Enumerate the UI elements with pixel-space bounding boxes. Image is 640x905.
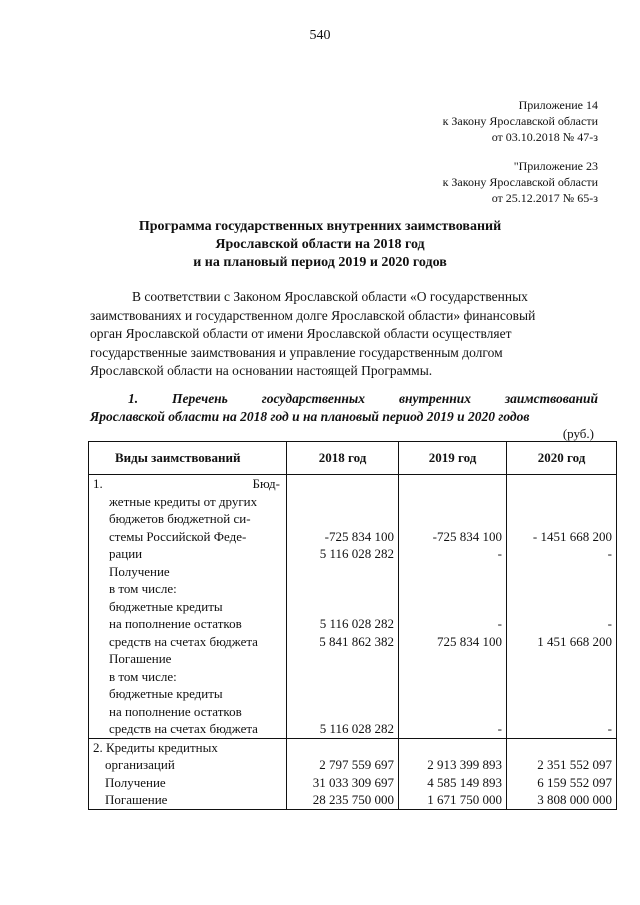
value-line <box>507 739 612 757</box>
value-line: - 1451 668 200 <box>532 528 612 544</box>
appendix-line: от 25.12.2017 № 65-з <box>491 191 598 205</box>
value-line <box>399 493 502 511</box>
value-line: - <box>607 721 612 736</box>
value-line <box>399 668 502 686</box>
value-line: - <box>497 721 502 736</box>
value-line <box>399 685 502 703</box>
borrowings-table <box>88 441 617 810</box>
page-number: 540 <box>309 28 331 43</box>
value-line: 31 033 309 697 <box>312 774 394 790</box>
row-label-line: Погашение <box>109 651 172 666</box>
value-line <box>507 685 612 703</box>
row-label-line: бюджетные кредиты <box>109 686 223 701</box>
appendix-original <box>298 158 598 206</box>
title-line: Ярославской области на 2018 год <box>215 237 425 252</box>
intro-line: орган Ярославской области от имени Ярославской области осуществляет <box>90 326 512 341</box>
row-label-line: жетные кредиты от других <box>109 493 258 509</box>
value-line: 5 116 028 282 <box>319 546 394 561</box>
row-label-cell <box>89 738 287 809</box>
value-line <box>399 580 502 598</box>
value-line <box>287 580 394 598</box>
row-label-line: средств на счетах бюджета <box>109 633 258 649</box>
appendix-line: к Закону Ярославской области <box>442 114 598 128</box>
value-cell-2019 <box>399 738 507 809</box>
title-line: и на плановый период 2019 и 2020 годов <box>193 255 447 270</box>
row-label-line: рации <box>109 546 143 561</box>
value-line: -725 834 100 <box>324 528 394 544</box>
row-label-cell <box>89 475 287 739</box>
value-line: - <box>607 546 612 561</box>
column-header-type: Виды заимствований <box>89 442 287 475</box>
row-label-line: стемы Российской Феде- <box>109 528 247 544</box>
section-heading <box>90 390 598 426</box>
value-line <box>507 598 612 616</box>
value-line: 5 841 862 382 <box>319 633 394 649</box>
value-line <box>507 650 612 668</box>
table-row-bank-credits <box>89 738 617 809</box>
value-cell-2020 <box>507 738 617 809</box>
intro-line: заимствованиях и государственном долге Ярославской области» финансовый <box>90 307 536 323</box>
value-line <box>287 598 394 616</box>
document-title <box>0 218 640 272</box>
value-line <box>287 493 394 511</box>
row-label-line: бюджетов бюджетной си- <box>109 511 251 526</box>
section-heading-line2: Ярославской области на 2018 год и на плановый период 2019 и 2020 годов <box>90 409 530 424</box>
value-cell-2020 <box>507 475 617 739</box>
row-label-line <box>93 475 286 493</box>
appendix-line: от 03.10.2018 № 47-з <box>491 130 598 144</box>
table-row-budget-credits <box>89 475 617 739</box>
value-line: - <box>497 546 502 561</box>
value-line: 725 834 100 <box>437 633 502 649</box>
value-line: 2 913 399 893 <box>427 757 502 772</box>
heading-word: заимствований <box>504 391 598 406</box>
unit-label: (руб.) <box>562 426 594 441</box>
row-label-line: Погашение <box>105 792 168 807</box>
value-line: 1 671 750 000 <box>427 792 502 807</box>
column-header-2018: 2018 год <box>287 442 399 475</box>
row-label-line: в том числе: <box>109 668 177 684</box>
value-line <box>287 563 394 581</box>
heading-word: 1. <box>128 391 139 406</box>
value-line <box>287 475 394 493</box>
heading-word: внутренних <box>398 391 471 406</box>
value-line <box>507 580 612 598</box>
row-label-line: на пополнение остатков <box>109 616 242 631</box>
row-label-line: Получение <box>105 774 166 790</box>
heading-word: Перечень <box>172 391 228 406</box>
column-header-2020: 2020 год <box>507 442 617 475</box>
value-line: 4 585 149 893 <box>427 774 502 790</box>
value-line <box>287 685 394 703</box>
value-line: 28 235 750 000 <box>312 792 394 807</box>
value-line <box>399 739 502 757</box>
appendix-line: "Приложение 23 <box>513 159 598 173</box>
row-label-line: бюджетные кредиты <box>109 598 223 614</box>
heading-word: государственных <box>261 391 366 406</box>
value-line <box>507 703 612 721</box>
value-line <box>287 650 394 668</box>
row-label-line: на пополнение остатков <box>109 703 242 719</box>
value-line <box>399 598 502 616</box>
value-line <box>399 475 502 493</box>
intro-line: В соответствии с Законом Ярославской области «О государственных <box>132 289 528 304</box>
value-line <box>399 563 502 581</box>
value-line: 2 797 559 697 <box>319 757 394 772</box>
intro-line: государственные заимствования и управление государственным долгом <box>90 344 503 360</box>
intro-paragraph <box>90 288 598 381</box>
row-label-line: Получение <box>109 563 170 579</box>
value-line <box>399 650 502 668</box>
value-line <box>399 703 502 721</box>
value-line <box>507 668 612 686</box>
value-line <box>287 510 394 528</box>
intro-line: Ярославской области на основании настоящей Программы. <box>90 363 433 378</box>
column-header-2019: 2019 год <box>399 442 507 475</box>
value-line <box>399 510 502 528</box>
value-line: 5 116 028 282 <box>319 616 394 631</box>
row-number: 1. <box>93 476 103 491</box>
title-line: Программа государственных внутренних заимствований <box>138 219 502 234</box>
value-line <box>507 563 612 581</box>
value-line: 1 451 668 200 <box>537 633 612 649</box>
row-label-line: средств на счетах бюджета <box>109 721 258 736</box>
section-heading-line1 <box>90 390 598 408</box>
appendix-line: к Закону Ярославской области <box>442 175 598 189</box>
value-line <box>287 668 394 686</box>
row-label-line: в том числе: <box>109 581 177 596</box>
appendix-current <box>298 97 598 145</box>
value-line <box>507 510 612 528</box>
value-line <box>507 475 612 493</box>
value-line: - <box>607 616 612 631</box>
value-cell-2019 <box>399 475 507 739</box>
row-label-line: организаций <box>105 757 175 772</box>
table-header-row <box>89 442 617 475</box>
value-line: 6 159 552 097 <box>537 774 612 790</box>
row-label-fragment: Бюд- <box>252 476 280 491</box>
appendix-line: Приложение 14 <box>518 98 598 112</box>
value-line: -725 834 100 <box>432 528 502 544</box>
value-cell-2018 <box>287 475 399 739</box>
value-line <box>287 703 394 721</box>
value-line: 3 808 000 000 <box>537 792 612 807</box>
row-label-line: 2. Кредиты кредитных <box>93 739 218 755</box>
value-line <box>507 493 612 511</box>
value-cell-2018 <box>287 738 399 809</box>
value-line: - <box>497 616 502 631</box>
value-line <box>287 739 394 757</box>
value-line: 2 351 552 097 <box>537 757 612 772</box>
value-line: 5 116 028 282 <box>319 721 394 736</box>
